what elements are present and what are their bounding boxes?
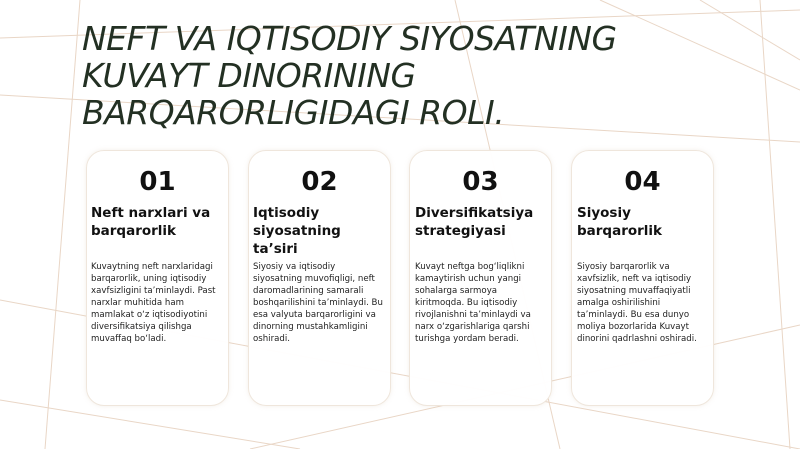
card-number: 02 <box>301 167 338 197</box>
card-heading: Siyosiy barqarorlik <box>577 205 663 239</box>
card-description: Siyosiy va iqtisodiy siyosatning muvofiqligi, neft daromadlarining samarali boshqarilishini ta’minlaydi. Bu esa valyuta barqarorligini va dinorning mustahkamligini oshiradi. <box>253 262 383 344</box>
card-description: Kuvaytning neft narxlaridagi barqarorlik, uning iqtisodiy xavfsizligini ta’minlaydi. Past narxlar muhitida ham mamlakat o‘z iqtisodiyotini diversifikatsiya qilishga muvaffaq bo‘ladi. <box>91 262 216 344</box>
card-description: Kuvayt neftga bog‘liqlikni kamaytirish uchun yangi sohalarga sarmoya kiritmoqda. Bu iqtisodiy rivojlanishni ta’minlaydi va narx o‘zgarishlariga qarshi turishga yordam beradi. <box>415 262 531 344</box>
card-heading: Diversifikatsiya strategiyasi <box>415 205 534 239</box>
card-heading: Neft narxlari va barqarorlik <box>91 205 211 239</box>
card-number: 03 <box>462 167 499 197</box>
card-description: Siyosiy barqarorlik va xavfsizlik, neft va iqtisodiy siyosatning muvaffaqiyatli amalga oshirilishini ta’minlaydi. Bu esa dunyo moliya bozorlarida Kuvayt dinorini qadrlashni oshiradi. <box>577 262 697 344</box>
card-number: 01 <box>139 167 176 197</box>
slide-title: NEFT VA IQTISODIY SIYOSATNING KUVAYT DINORINING BARQARORLIGIDAGI ROLI. <box>82 19 617 132</box>
card-number: 04 <box>624 167 661 197</box>
card-heading: Iqtisodiy siyosatning ta’siri <box>253 205 341 257</box>
